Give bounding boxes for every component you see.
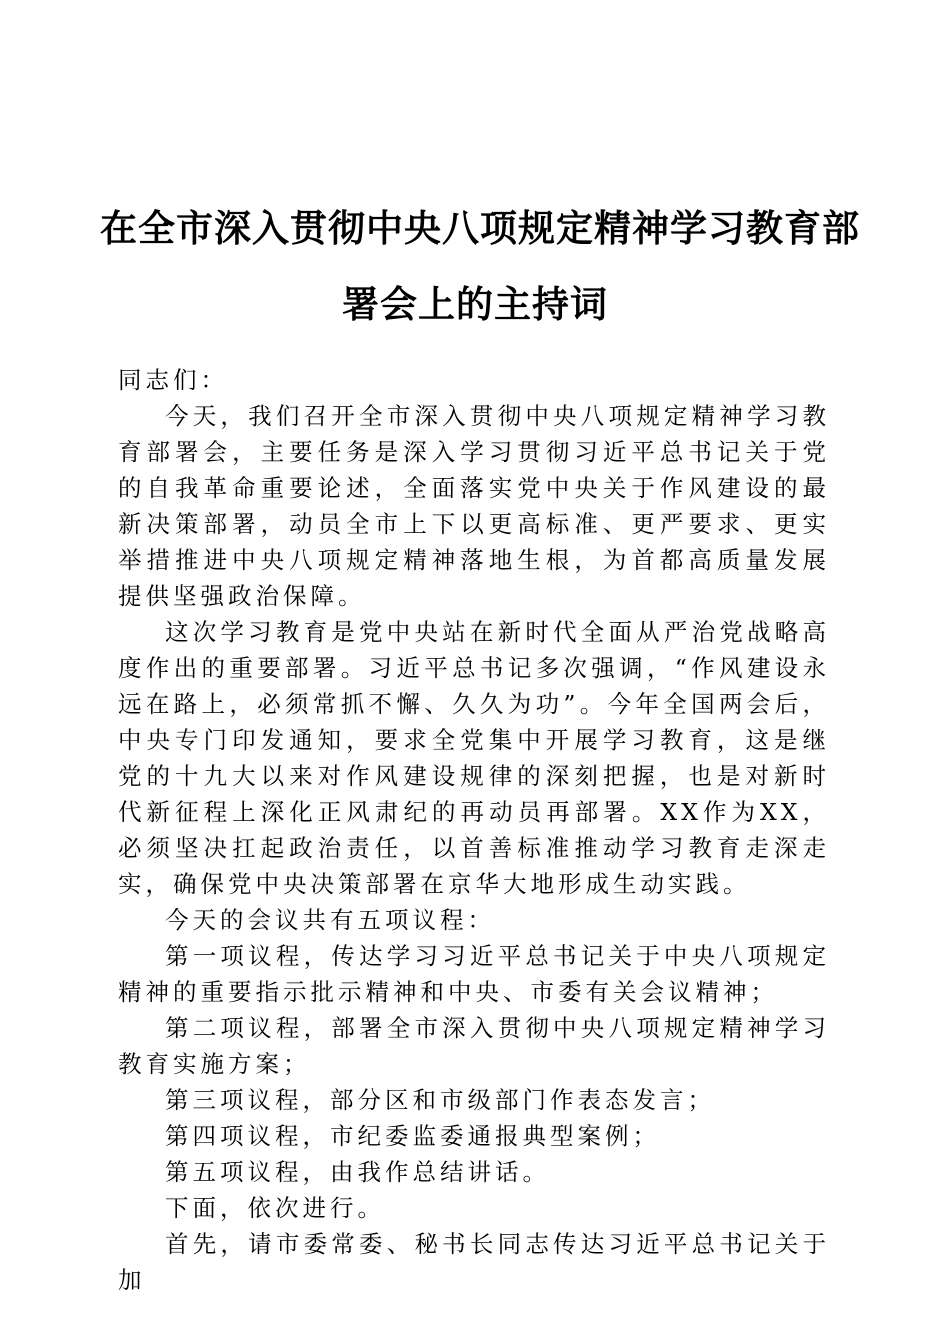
agenda-item-3: 第三项议程，部分区和市级部门作表态发言； (165, 1086, 715, 1114)
paragraph-background: 这次学习教育是党中央站在新时代全面从严治党战略高度作出的重要部署。习近平总书记多次强调，“作风建设永远在路上，必须常抓不懈、久久为功”。今年全国两会后，中央专门印发通知，要求全党集中开展学习教育，这是继党的十九大以来对作风建设规律的深刻把握，也是对新时代新征程上深化正风肃纪的再动员再部署。XX作为XX，必须坚决扛起政治责任，以首善标准推动学习教育走深走实，确保党中央决策部署在京华大地形成生动实践。 (118, 618, 830, 898)
greeting: 同志们： (118, 366, 228, 394)
agenda-item-4: 第四项议程，市纪委监委通报典型案例； (165, 1122, 660, 1150)
agenda-item-2: 第二项议程，部署全市深入贯彻中央八项规定精神学习教育实施方案； (118, 1014, 830, 1078)
document-title (100, 190, 860, 342)
paragraph-proceed: 下面，依次进行。 (165, 1194, 385, 1222)
paragraph-first-step: 首先，请市委常委、秘书长同志传达习近平总书记关于加 (118, 1230, 830, 1294)
title-line-1: 在全市深入贯彻中央八项规定精神学习教育部 (100, 206, 860, 250)
paragraph-agenda-intro: 今天的会议共有五项议程： (165, 906, 495, 934)
agenda-item-5: 第五项议程，由我作总结讲话。 (165, 1158, 550, 1186)
document-body (118, 362, 830, 1298)
title-line-2: 署会上的主持词 (342, 282, 608, 326)
paragraph-opening: 今天，我们召开全市深入贯彻中央八项规定精神学习教育部署会，主要任务是深入学习贯彻习近平总书记关于党的自我革命重要论述，全面落实党中央关于作风建设的最新决策部署，动员全市上下以更高标准、更严要求、更实举措推进中央八项规定精神落地生根，为首都高质量发展提供坚强政治保障。 (118, 402, 830, 610)
agenda-item-1: 第一项议程，传达学习习近平总书记关于中央八项规定精神的重要指示批示精神和中央、市委有关会议精神； (118, 942, 830, 1006)
